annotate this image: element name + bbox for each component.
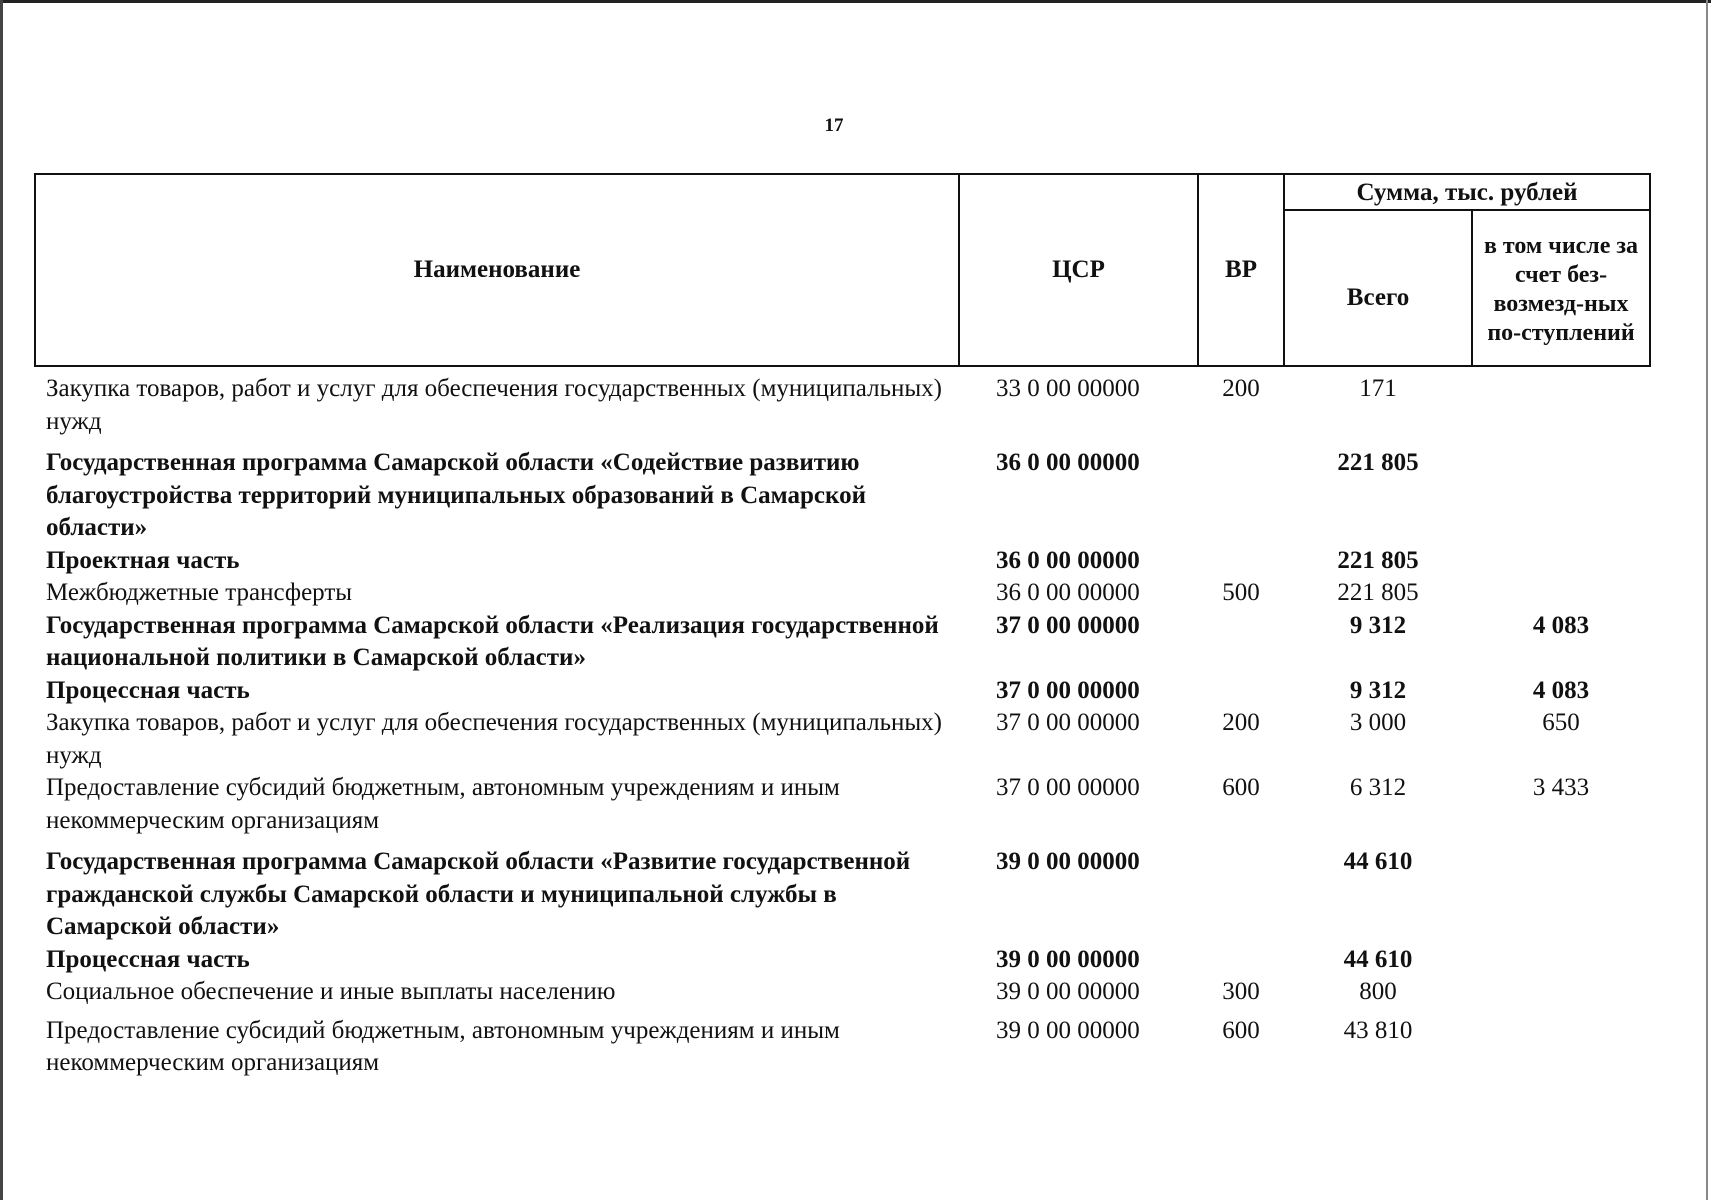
table-row (35, 707, 1650, 772)
cell-name: Государственная программа Самарской области «Реализация государственной национальной политики в Самарской области» (46, 611, 939, 671)
cell-vr (1198, 610, 1284, 675)
cell-csr: 39 0 00 00000 (996, 945, 1140, 973)
table-row (35, 944, 1650, 977)
cell-including: 4 083 (1532, 611, 1590, 639)
cell-csr: 39 0 00 00000 (996, 1016, 1140, 1044)
cell-csr: 33 0 00 00000 (996, 375, 1140, 402)
cell-total: 221 805 (1337, 546, 1419, 574)
table-row (35, 610, 1650, 675)
cell-csr: 37 0 00 00000 (996, 611, 1140, 639)
cell-name: Государственная программа Самарской области «Содействие развитию благоустройства территорий муниципальных образований в Самарской области» (46, 449, 867, 541)
cell-including: 4 083 (1532, 676, 1590, 704)
cell-vr (1198, 447, 1284, 545)
cell-including (1472, 545, 1650, 578)
table-body (35, 366, 1650, 1080)
table-row (35, 772, 1650, 846)
table-row (35, 846, 1650, 944)
cell-total: 800 (1359, 978, 1397, 1005)
cell-including (1472, 976, 1650, 1015)
cell-name: Предоставление субсидий бюджетным, автономным учреждениям и иным некоммерческим организациям (46, 774, 840, 834)
header-sum: Сумма, тыс. рублей (1284, 174, 1650, 210)
cell-name: Процессная часть (46, 945, 250, 973)
cell-total: 9 312 (1349, 611, 1407, 639)
cell-vr: 600 (1222, 1016, 1260, 1044)
scan-edge-top (0, 0, 1711, 3)
cell-including (1472, 577, 1650, 610)
cell-including (1472, 944, 1650, 977)
cell-total: 171 (1359, 375, 1397, 402)
cell-csr: 36 0 00 00000 (996, 579, 1140, 606)
cell-vr: 200 (1222, 375, 1260, 402)
cell-csr: 39 0 00 00000 (996, 848, 1140, 875)
cell-including (1472, 1015, 1650, 1080)
cell-including (1472, 447, 1650, 545)
cell-including: 3 433 (1532, 774, 1590, 801)
table-row (35, 577, 1650, 610)
cell-csr: 36 0 00 00000 (996, 546, 1140, 574)
header-row-top (35, 174, 1650, 210)
cell-name: Проектная часть (46, 546, 240, 574)
cell-name: Предоставление субсидий бюджетным, автономным учреждениям и иным некоммерческим организациям (46, 1016, 840, 1076)
cell-total: 43 810 (1343, 1016, 1413, 1044)
header-name: Наименование (35, 174, 959, 366)
cell-csr: 36 0 00 00000 (996, 449, 1140, 476)
cell-csr: 37 0 00 00000 (996, 774, 1140, 801)
scan-edge-left (0, 0, 3, 1200)
cell-including (1472, 366, 1650, 447)
cell-total: 221 805 (1337, 449, 1419, 476)
cell-name: Закупка товаров, работ и услуг для обеспечения государственных (муниципальных) нужд (46, 709, 942, 769)
page-number: 17 (824, 115, 844, 136)
cell-vr (1198, 846, 1284, 944)
cell-total: 44 610 (1343, 848, 1413, 875)
table-header (35, 174, 1650, 366)
table-row (35, 447, 1650, 545)
table-row (35, 545, 1650, 578)
cell-vr (1198, 944, 1284, 977)
table-row (35, 366, 1650, 447)
cell-vr: 600 (1222, 774, 1260, 801)
cell-vr: 500 (1222, 579, 1260, 606)
header-vr: ВР (1198, 174, 1284, 366)
scan-edge-right (1706, 0, 1708, 1200)
cell-name: Процессная часть (46, 676, 250, 704)
cell-csr: 39 0 00 00000 (996, 978, 1140, 1005)
table-row (35, 675, 1650, 708)
cell-name: Социальное обеспечение и иные выплаты населению (46, 978, 616, 1005)
cell-total: 44 610 (1343, 945, 1413, 973)
table-row (35, 976, 1650, 1015)
cell-csr: 37 0 00 00000 (996, 709, 1140, 736)
cell-total: 9 312 (1349, 676, 1407, 704)
header-csr: ЦСР (959, 174, 1198, 366)
table-row (35, 1015, 1650, 1080)
header-total: Всего (1284, 210, 1472, 366)
budget-table (34, 173, 1651, 1080)
cell-vr: 200 (1222, 709, 1260, 736)
cell-including (1472, 846, 1650, 944)
cell-vr (1198, 545, 1284, 578)
cell-including: 650 (1542, 709, 1580, 736)
cell-name: Закупка товаров, работ и услуг для обеспечения государственных (муниципальных) нужд (46, 375, 942, 435)
cell-total: 6 312 (1349, 774, 1407, 801)
cell-csr: 37 0 00 00000 (996, 676, 1140, 704)
cell-name: Государственная программа Самарской области «Развитие государственной гражданской службы Самарской области и муниципальной службы в Самарской области» (46, 848, 911, 940)
header-including: в том числе за счет без-возмезд-ных по-ступлений (1472, 210, 1650, 366)
cell-total: 3 000 (1349, 709, 1407, 736)
cell-vr: 300 (1222, 978, 1260, 1005)
cell-total: 221 805 (1337, 579, 1419, 606)
cell-name: Межбюджетные трансферты (46, 579, 353, 606)
cell-vr (1198, 675, 1284, 708)
